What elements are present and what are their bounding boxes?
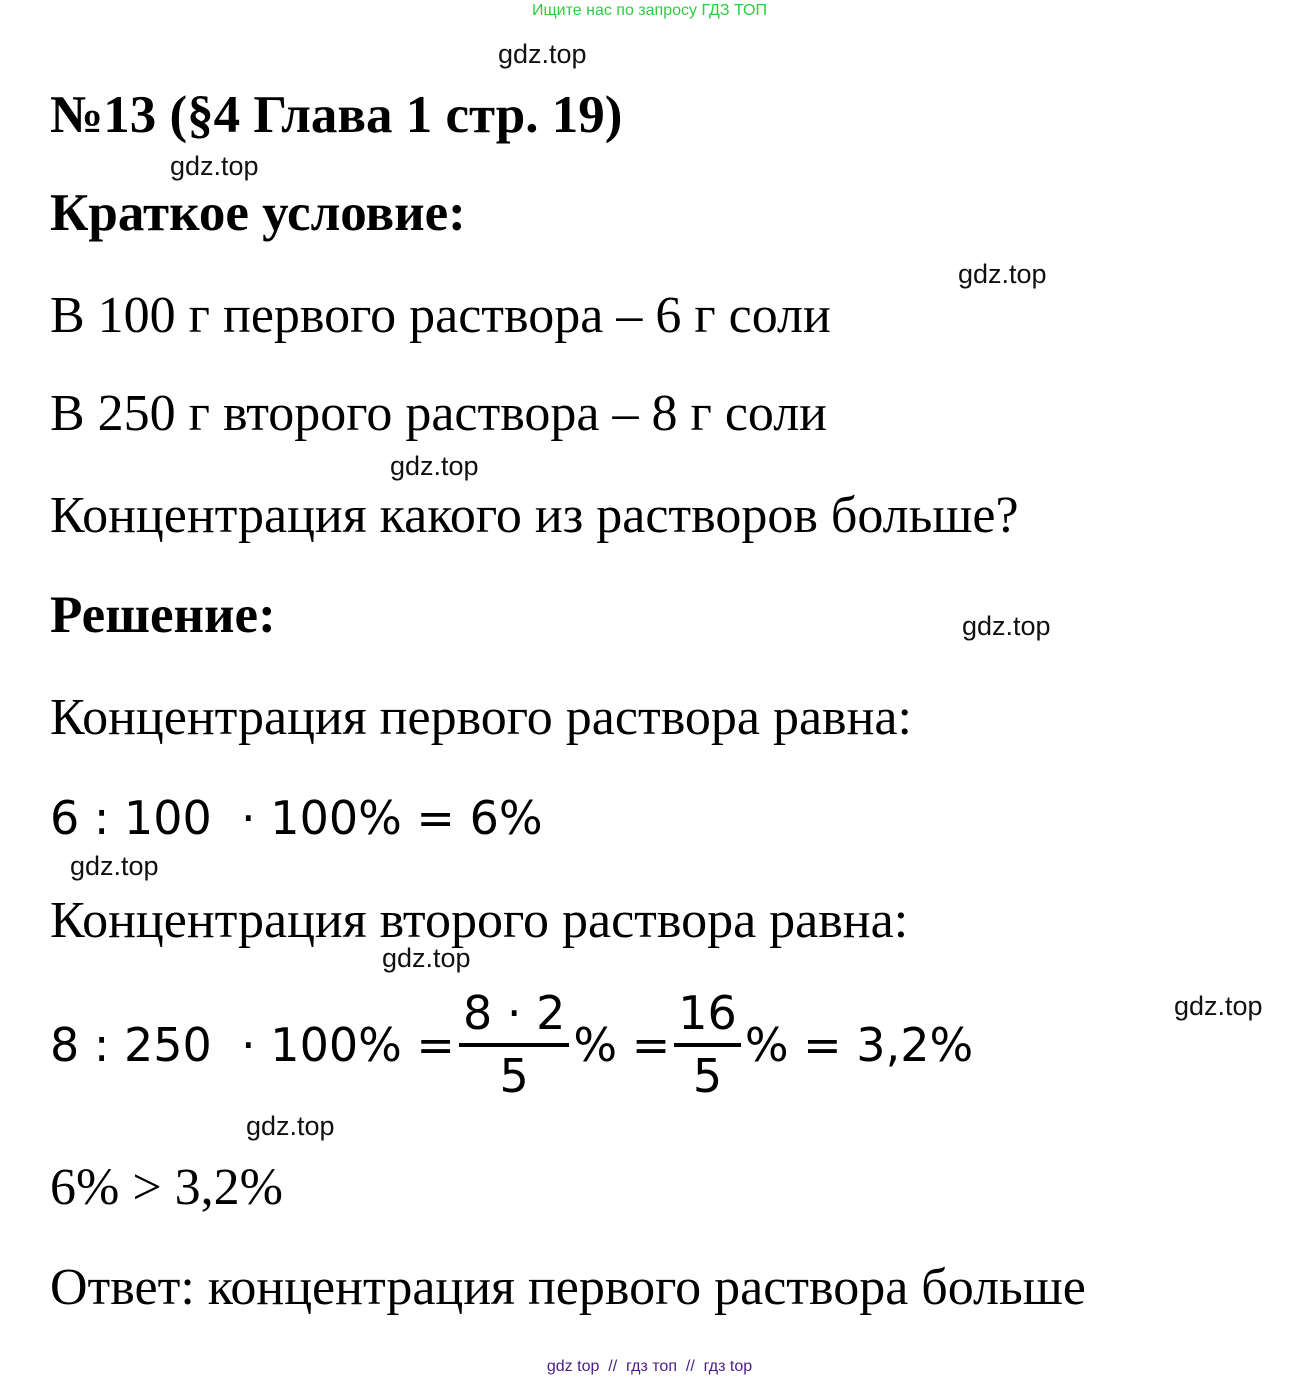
- watermark: gdz.top: [382, 943, 471, 973]
- footer-links[interactable]: gdz top // гдз топ // гдз top: [546, 1358, 753, 1375]
- fraction-2-denominator: 5: [692, 1048, 723, 1103]
- condition-heading: Краткое условие:: [50, 184, 466, 242]
- fraction-2: [674, 988, 741, 1101]
- watermark: gdz.top: [962, 611, 1051, 641]
- search-banner[interactable]: Ищите нас по запросу ГДЗ ТОП: [532, 2, 767, 19]
- solution-heading: Решение:: [50, 586, 276, 644]
- fraction-1: [459, 988, 569, 1101]
- answer: Ответ: концентрация первого раствора больше: [50, 1259, 1086, 1316]
- watermark: gdz.top: [390, 451, 479, 481]
- math-mid: % =: [573, 1017, 671, 1072]
- fraction-1-numerator: 8 · 2: [459, 988, 569, 1047]
- watermark: gdz.top: [246, 1111, 335, 1141]
- condition-line-2: В 250 г второго раствора – 8 г соли: [50, 385, 828, 442]
- condition-line-1: В 100 г первого раствора – 6 г соли: [50, 287, 831, 344]
- watermark: gdz.top: [1174, 991, 1263, 1021]
- second-concentration-label: Концентрация второго раствора равна:: [50, 892, 909, 949]
- first-concentration-math: 6 : 100 · 100% = 6%: [50, 791, 543, 845]
- comparison: 6% > 3,2%: [50, 1159, 283, 1216]
- page-title: №13 (§4 Глава 1 стр. 19): [50, 86, 623, 144]
- watermark: gdz.top: [958, 259, 1047, 289]
- first-concentration-label: Концентрация первого раствора равна:: [50, 689, 912, 746]
- math-rhs: % = 3,2%: [744, 1017, 974, 1072]
- second-concentration-math: [50, 988, 973, 1101]
- condition-question: Концентрация какого из растворов больше?: [50, 487, 1019, 544]
- fraction-1-denominator: 5: [499, 1048, 529, 1103]
- watermark: gdz.top: [170, 151, 259, 181]
- watermark: gdz.top: [70, 851, 159, 881]
- watermark: gdz.top: [498, 39, 587, 69]
- fraction-2-numerator: 16: [674, 988, 741, 1047]
- math-lhs: 8 : 250 · 100% =: [50, 1017, 455, 1072]
